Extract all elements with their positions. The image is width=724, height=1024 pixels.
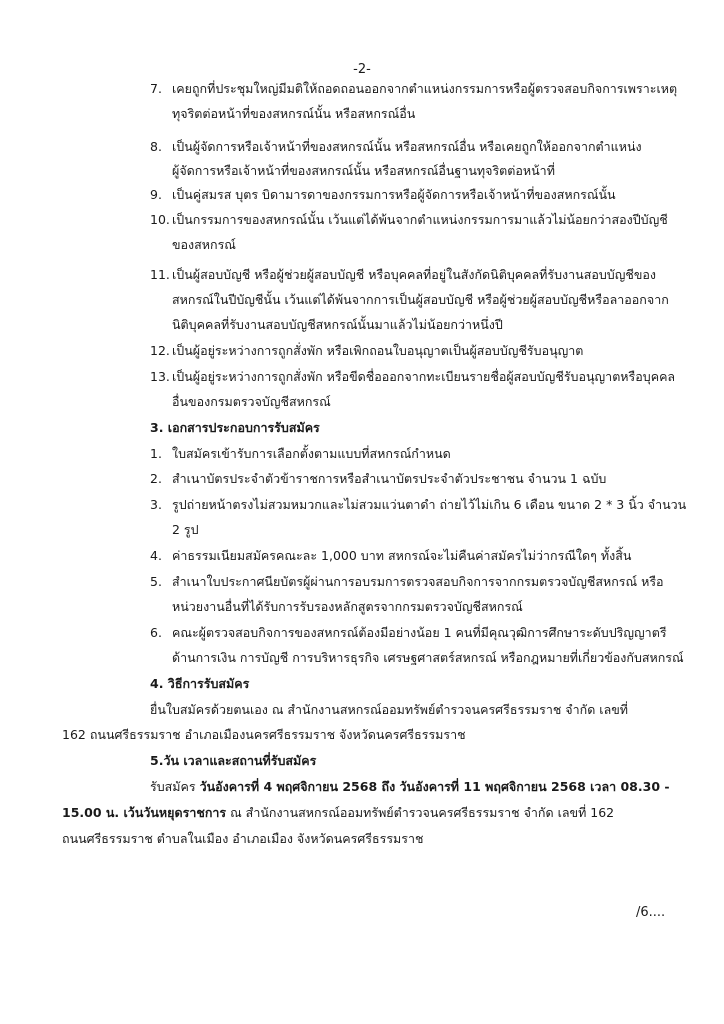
paragraph-text: รับสมัคร bbox=[150, 779, 200, 794]
list-item-text: เป็นผู้จัดการหรือเจ้าหน้าที่ของสหกรณ์นั้น หรือสหกรณ์อื่น หรือเคยถูกให้ออกจากตำแหน่ง bbox=[172, 139, 642, 154]
list-item-number: 9. bbox=[150, 187, 162, 202]
paragraph-line: ถนนศรีธรรมราช ตำบลในเมือง อำเภอเมือง จังหวัดนครศรีธรรมราช bbox=[62, 831, 424, 846]
list-item-text: สำเนาใบประกาศนียบัตรผู้ผ่านการอบรมการตรวจสอบกิจการจากกรมตรวจบัญชีสหกรณ์ หรือ bbox=[172, 574, 664, 589]
list-item-text: คณะผู้ตรวจสอบกิจการของสหกรณ์ต้องมีอย่างน้อย 1 คนที่มีคุณวุฒิการศึกษาระดับปริญญาตรี bbox=[172, 625, 667, 640]
section-heading: 4. วิธีการรับสมัคร bbox=[150, 676, 250, 691]
list-item-text: ทุจริตต่อหน้าที่ของสหกรณ์นั้น หรือสหกรณ์อื่น bbox=[172, 106, 416, 121]
paragraph-line: 162 ถนนศรีธรรมราช อำเภอเมืองนครศรีธรรมราช จังหวัดนครศรีธรรมราช bbox=[62, 727, 466, 742]
list-item-text: สหกรณ์ในปีบัญชีนั้น เว้นแต่ได้พ้นจากการเป็นผู้สอบบัญชี หรือผู้ช่วยผู้สอบบัญชีหรือลาออกจาก bbox=[172, 292, 669, 307]
list-item-text: เป็นคู่สมรส บุตร บิดามารดาของกรรมการหรือผู้จัดการหรือเจ้าหน้าที่ของสหกรณ์นั้น bbox=[172, 187, 616, 202]
time-text: 15.00 น. เว้นวันหยุดราชการ bbox=[62, 805, 227, 820]
list-item-number: 4. bbox=[150, 548, 162, 563]
list-item-number: 2. bbox=[150, 471, 162, 486]
list-item-text: เป็นผู้สอบบัญชี หรือผู้ช่วยผู้สอบบัญชี หรือบุคคลที่อยู่ในสังกัดนิติบุคคลที่รับงานสอบบัญชีของ bbox=[172, 267, 656, 282]
list-item-number: 3. bbox=[150, 497, 162, 512]
list-item-text: นิติบุคคลที่รับงานสอบบัญชีสหกรณ์นั้นมาแล้วไม่น้อยกว่าหนึ่งปี bbox=[172, 317, 503, 332]
list-item-number: 13. bbox=[150, 369, 170, 384]
list-item-text: เป็นผู้อยู่ระหว่างการถูกสั่งพัก หรือขีดชื่อออกจากทะเบียนรายชื่อผู้สอบบัญชีรับอนุญาตหรือบุคคล bbox=[172, 369, 676, 384]
list-item-text: 2 รูป bbox=[172, 522, 199, 537]
list-item-number: 5. bbox=[150, 574, 162, 589]
section-heading: 3. เอกสารประกอบการรับสมัคร bbox=[150, 420, 320, 435]
paragraph-line bbox=[62, 804, 614, 822]
list-item-text: ของสหกรณ์ bbox=[172, 237, 236, 252]
paragraph-line bbox=[150, 778, 670, 796]
list-item-number: 8. bbox=[150, 139, 162, 154]
list-item-text: เคยถูกที่ประชุมใหญ่มีมติให้ถอดถอนออกจากตำแหน่งกรรมการหรือผู้ตรวจสอบกิจการเพราะเหตุ bbox=[172, 81, 678, 96]
date-range-text: วันอังคารที่ 4 พฤศจิกายน 2568 ถึง วันอังคารที่ 11 พฤศจิกายน 2568 เวลา 08.30 - bbox=[199, 779, 670, 794]
list-item-number: 11. bbox=[150, 267, 170, 282]
list-item-text: อื่นของกรมตรวจบัญชีสหกรณ์ bbox=[172, 394, 331, 409]
list-item-number: 6. bbox=[150, 625, 162, 640]
paragraph-line: ยื่นใบสมัครด้วยตนเอง ณ สำนักงานสหกรณ์ออมทรัพย์ตำรวจนครศรีธรรมราช จำกัด เลขที่ bbox=[150, 702, 629, 717]
section-heading: 5.วัน เวลาและสถานที่รับสมัคร bbox=[150, 753, 317, 768]
list-item-text: รูปถ่ายหน้าตรงไม่สวมหมวกและไม่สวมแว่นตาดำ ถ่ายไว้ไม่เกิน 6 เดือน ขนาด 2 * 3 นิ้ว จำนวน bbox=[172, 497, 687, 512]
list-item-text: เป็นผู้อยู่ระหว่างการถูกสั่งพัก หรือเพิกถอนใบอนุญาตเป็นผู้สอบบัญชีรับอนุญาต bbox=[172, 343, 584, 358]
list-item-number: 1. bbox=[150, 446, 162, 461]
list-item-text: สำเนาบัตรประจำตัวข้าราชการหรือสำเนาบัตรประจำตัวประชาชน จำนวน 1 ฉบับ bbox=[172, 471, 607, 486]
list-item-number: 12. bbox=[150, 343, 170, 358]
list-item-text: ใบสมัครเข้ารับการเลือกตั้งตามแบบที่สหกรณ์กำหนด bbox=[172, 446, 451, 461]
list-item-number: 7. bbox=[150, 81, 162, 96]
paragraph-text: ณ สำนักงานสหกรณ์ออมทรัพย์ตำรวจนครศรีธรรมราช จำกัด เลขที่ 162 bbox=[226, 805, 615, 820]
list-item-text: ผู้จัดการหรือเจ้าหน้าที่ของสหกรณ์นั้น หรือสหกรณ์อื่นฐานทุจริตต่อหน้าที่ bbox=[172, 163, 555, 178]
list-item-text: หน่วยงานอื่นที่ได้รับการรับรองหลักสูตรจากกรมตรวจบัญชีสหกรณ์ bbox=[172, 599, 523, 614]
list-item-text: ค่าธรรมเนียมสมัครคณะละ 1,000 บาท สหกรณ์จะไม่คืนค่าสมัครไม่ว่ากรณีใดๆ ทั้งสิ้น bbox=[172, 548, 632, 563]
page-number: -2- bbox=[353, 62, 371, 77]
list-item-number: 10. bbox=[150, 212, 170, 227]
list-item-text: ด้านการเงิน การบัญชี การบริหารธุรกิจ เศรษฐศาสตร์สหกรณ์ หรือกฎหมายที่เกี่ยวข้องกับสหกรณ์ bbox=[172, 650, 684, 665]
list-item-text: เป็นกรรมการของสหกรณ์นั้น เว้นแต่ได้พ้นจากตำแหน่งกรรมการมาแล้วไม่น้อยกว่าสองปีบัญชี bbox=[172, 212, 668, 227]
continued-marker: /6.... bbox=[636, 905, 666, 920]
